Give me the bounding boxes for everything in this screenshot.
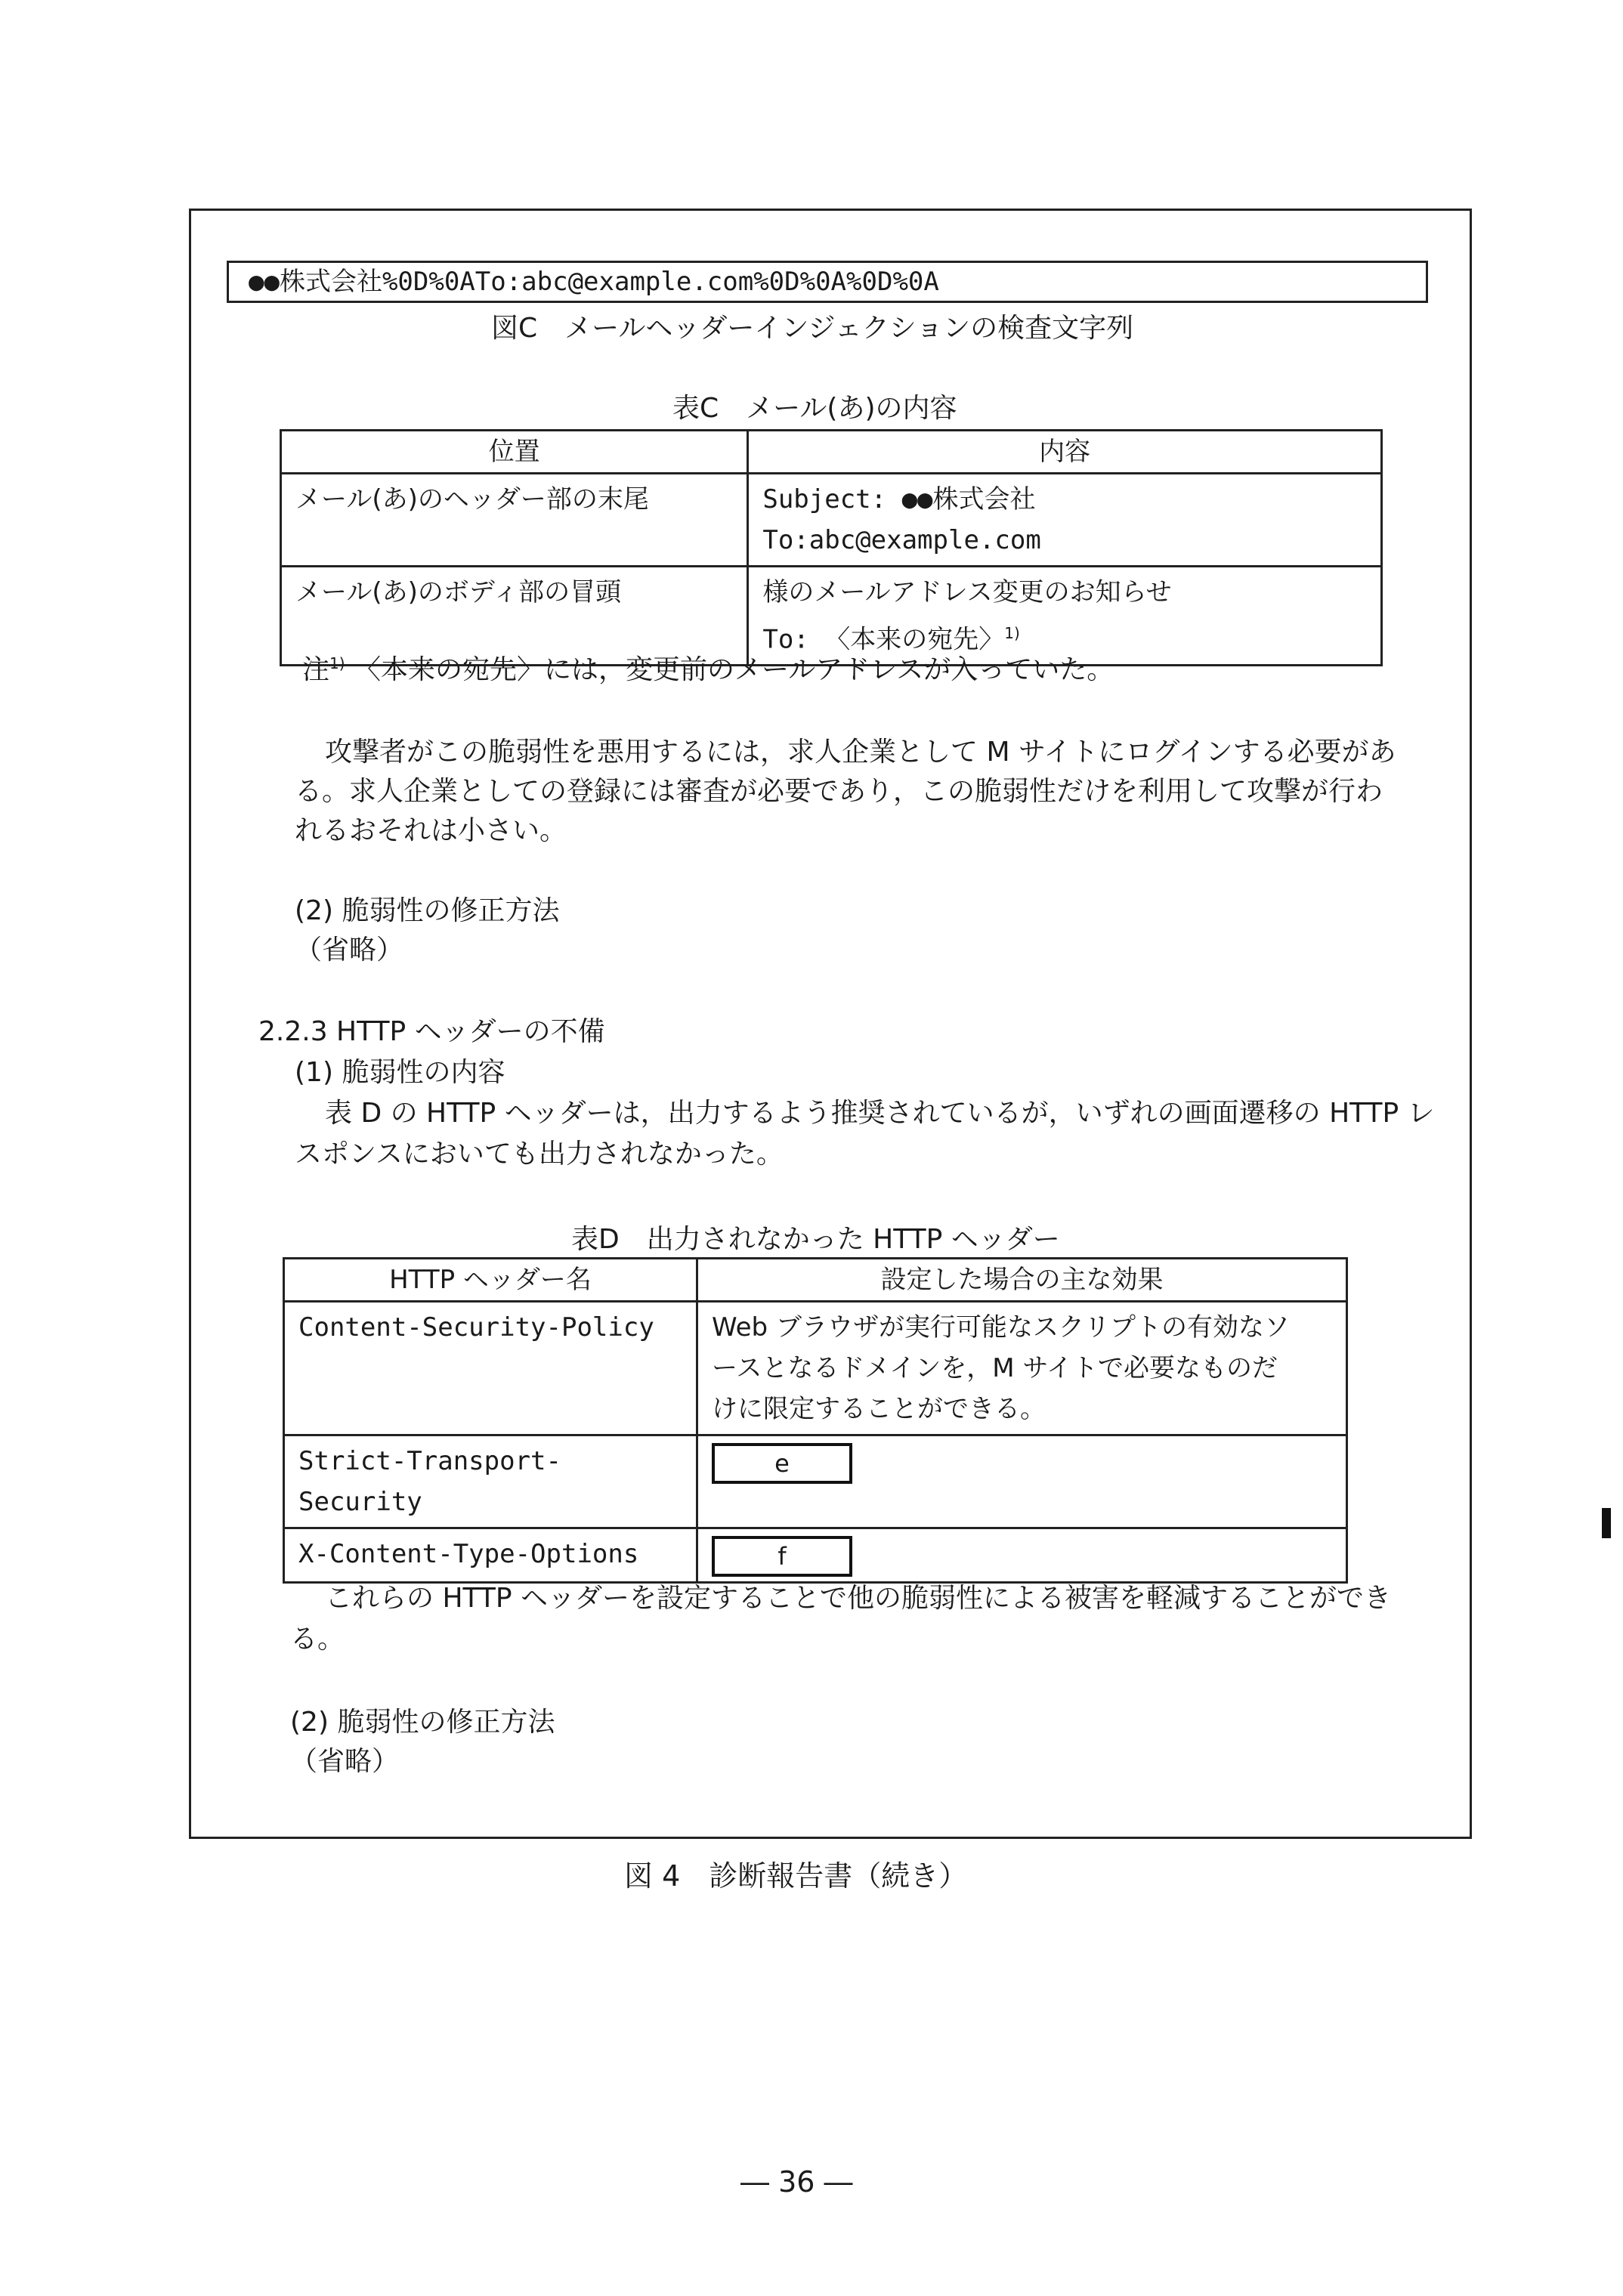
- para1-line3: れるおそれは小さい。: [295, 815, 567, 846]
- table-d-header-name-cell: Strict-Transport-Security: [284, 1435, 697, 1528]
- injection-string: ●●株式会社%0D%0ATo:abc@example.com%0D%0A%0D%0A: [249, 267, 939, 297]
- table-c-content-line1: Subject: ●●株式会社: [762, 484, 1036, 515]
- para3-line1: これらの HTTP ヘッダーを設定することで他の脆弱性による被害を軽減することができ: [325, 1583, 1392, 1614]
- table-d-effect-cell: [697, 1302, 1347, 1435]
- injection-string-box: [227, 261, 1428, 303]
- table-row: [284, 1302, 1347, 1435]
- effect-line: けに限定することができる。: [712, 1394, 1046, 1424]
- table-row: [281, 474, 1382, 567]
- table-c: [280, 429, 1383, 666]
- table-c-position: メール(あ)のヘッダー部の末尾: [281, 474, 748, 567]
- effect-line: ースとなるドメインを，M サイトで必要なものだ: [712, 1353, 1278, 1383]
- blank-e: e: [712, 1443, 852, 1484]
- table-c-header-content: 内容: [748, 431, 1382, 474]
- note-text: 〈本来の宛先〉には，変更前のメールアドレスが入っていた。: [354, 654, 1114, 685]
- table-c-content-line1: 様のメールアドレス変更のお知らせ: [762, 577, 1172, 607]
- table-d: [283, 1257, 1348, 1584]
- fix2-body: （省略）: [290, 1746, 400, 1777]
- para1-line1: 攻撃者がこの脆弱性を悪用するには，求人企業として M サイトにログインする必要があ: [325, 737, 1396, 768]
- footnote-ref: 1): [1004, 624, 1020, 642]
- note-prefix: 注: [302, 654, 330, 685]
- table-d-header-name-cell: X-Content-Type-Options: [284, 1528, 697, 1583]
- table-c-position: メール(あ)のボディ部の冒頭: [281, 567, 748, 666]
- table-c-content-line2: To: 〈本来の宛先〉: [762, 624, 1005, 655]
- table-d-effect-cell: [697, 1528, 1347, 1583]
- para1-line2: る。求人企業としての登録には審査が必要であり，この脆弱性だけを利用して攻撃が行わ: [295, 776, 1383, 807]
- para2-line2: スポンスにおいても出力されなかった。: [295, 1139, 784, 1170]
- margin-mark: [1602, 1508, 1611, 1538]
- blank-f: f: [712, 1536, 852, 1577]
- fix2-title: (2) 脆弱性の修正方法: [290, 1707, 555, 1738]
- table-d-header-row: [284, 1259, 1347, 1302]
- section-223-title: 2.2.3 HTTP ヘッダーの不備: [258, 1016, 605, 1047]
- table-d-header-name-cell: Content-Security-Policy: [284, 1302, 697, 1435]
- para2-line1: 表 D の HTTP ヘッダーは，出力するよう推奨されているが，いずれの画面遷移の HTTP レ: [325, 1098, 1435, 1129]
- fix1-body: （省略）: [295, 935, 404, 966]
- fix1-title: (2) 脆弱性の修正方法: [295, 895, 560, 926]
- table-c-header-row: [281, 431, 1382, 474]
- para3-line2: る。: [290, 1624, 345, 1655]
- table-c-content: [748, 474, 1382, 567]
- table-d-caption: 表D 出力されなかった HTTP ヘッダー: [571, 1224, 1060, 1255]
- fig-c-caption: 図C メールヘッダーインジェクションの検査文字列: [491, 313, 1134, 344]
- table-c-content-line2: To:abc@example.com: [762, 525, 1041, 555]
- table-c-header-position: 位置: [281, 431, 748, 474]
- fig4-caption: 図 4 診断報告書（続き）: [624, 1859, 968, 1893]
- page-number: ― 36 ―: [740, 2165, 853, 2199]
- table-d-effect-cell: [697, 1435, 1347, 1528]
- section-223-subtitle: (1) 脆弱性の内容: [295, 1057, 505, 1088]
- table-row: [284, 1435, 1347, 1528]
- table-row: [284, 1528, 1347, 1583]
- effect-line: Web ブラウザが実行可能なスクリプトの有効なソ: [712, 1312, 1290, 1343]
- note-sup: 1): [329, 654, 345, 672]
- table-d-header-effect: 設定した場合の主な効果: [697, 1259, 1347, 1302]
- table-d-header-name: HTTP ヘッダー名: [284, 1259, 697, 1302]
- table-c-note: [302, 644, 1114, 690]
- table-c-caption: 表C メール(あ)の内容: [672, 393, 957, 424]
